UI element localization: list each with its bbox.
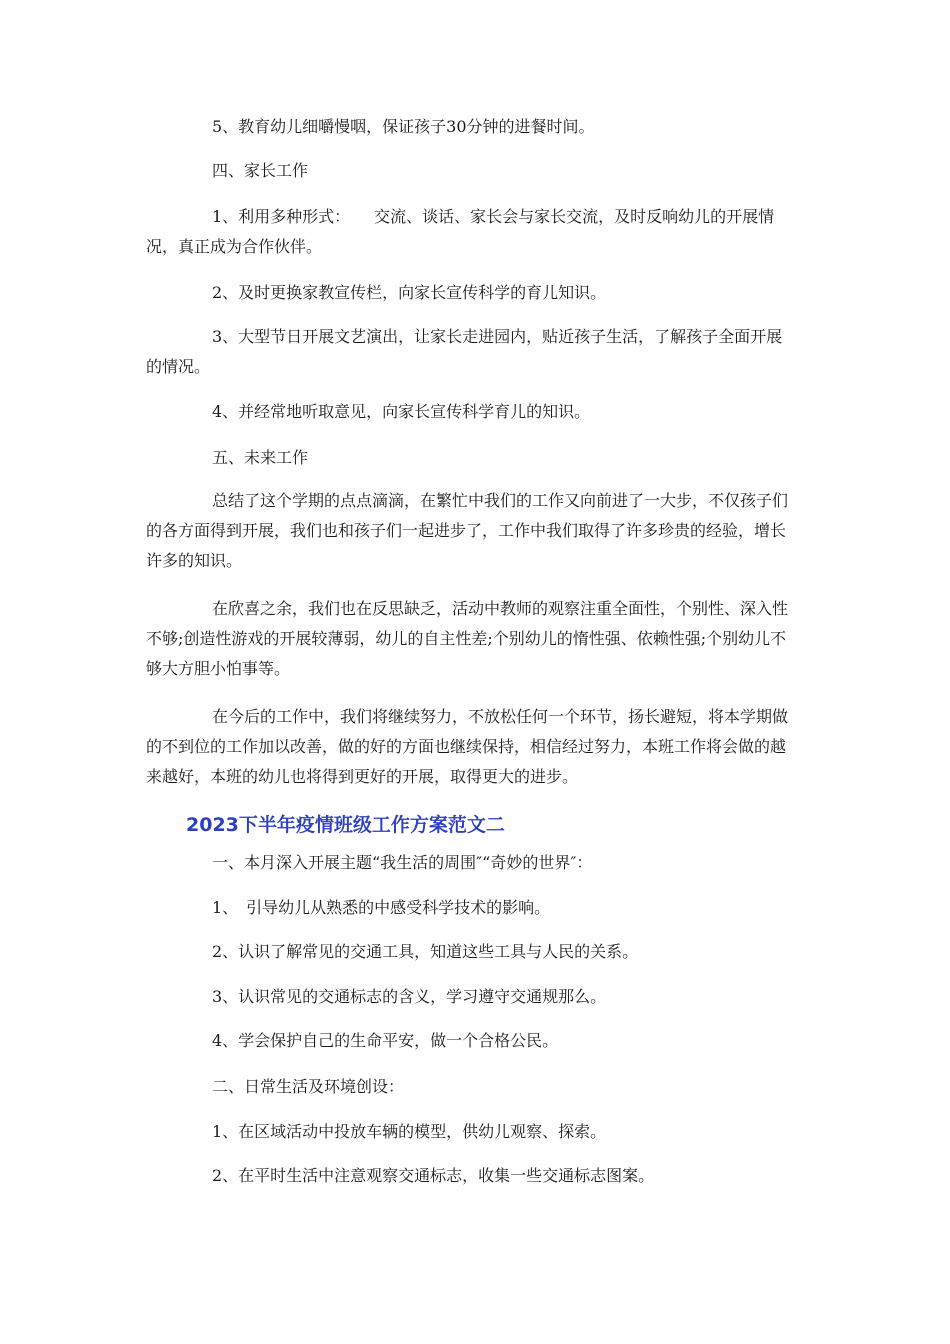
paragraph: 3、大型节日开展文艺演出，让家长走进园内，贴近孩子生活，了解孩子全面开展的情况。	[146, 327, 783, 376]
paragraph: 在欣喜之余，我们也在反思缺乏，活动中教师的观察注重全面性，个别性、深入性不够;创造性游戏的开展较薄弱，幼儿的自主性差;个别幼儿的惰性强、依赖性强;个别幼儿不够大方胆小怕事等。	[146, 599, 789, 678]
paragraph: 1、利用多种形式： 交流、谈话、家长会与家长交流，及时反响幼儿的开展情况，真正成为合作伙伴。	[146, 207, 775, 256]
paragraph: 1、在区域活动中投放车辆的模型，供幼儿观察、探索。	[212, 1122, 607, 1141]
paragraph: 总结了这个学期的点点滴滴，在繁忙中我们的工作又向前进了一大步，不仅孩子们的各方面得到开展，我们也和孩子们一起进步了，工作中我们取得了许多珍贵的经验，增长许多的知识。	[146, 491, 789, 570]
paragraph: 2、在平时生活中注意观察交通标志，收集一些交通标志图案。	[212, 1166, 655, 1185]
paragraph: 2、及时更换家教宣传栏，向家长宣传科学的育儿知识。	[212, 283, 607, 302]
section-title: 五、未来工作	[212, 448, 309, 467]
paragraph: 4、并经常地听取意见，向家长宣传科学育儿的知识。	[212, 402, 591, 421]
paragraph: 4、学会保护自己的生命平安，做一个合格公民。	[212, 1031, 559, 1050]
section-title: 二、日常生活及环境创设：	[212, 1077, 405, 1096]
paragraph: 5、教育幼儿细嚼慢咽，保证孩子30分钟的进餐时间。	[212, 117, 595, 136]
paragraph: 2、认识了解常见的交通工具，知道这些工具与人民的关系。	[212, 942, 639, 961]
paragraph: 在今后的工作中，我们将继续努力，不放松任何一个环节，扬长避短，将本学期做的不到位的工作加以改善，做的好的方面也继续保持，相信经过努力，本班工作将会做的越来越好，本班的幼儿也将得到更好的开展，取得更大的进步。	[146, 707, 789, 786]
section-title: 四、家长工作	[212, 161, 309, 180]
paragraph: 一、本月深入开展主题“我生活的周围″“奇妙的世界″：	[212, 853, 593, 872]
paragraph: 3、认识常见的交通标志的含义，学习遵守交通规那么。	[212, 987, 607, 1006]
paragraph: 1、 引导幼儿从熟悉的中感受科学技术的影响。	[212, 898, 551, 917]
document-heading: 2023下半年疫情班级工作方案范文二	[186, 814, 505, 836]
